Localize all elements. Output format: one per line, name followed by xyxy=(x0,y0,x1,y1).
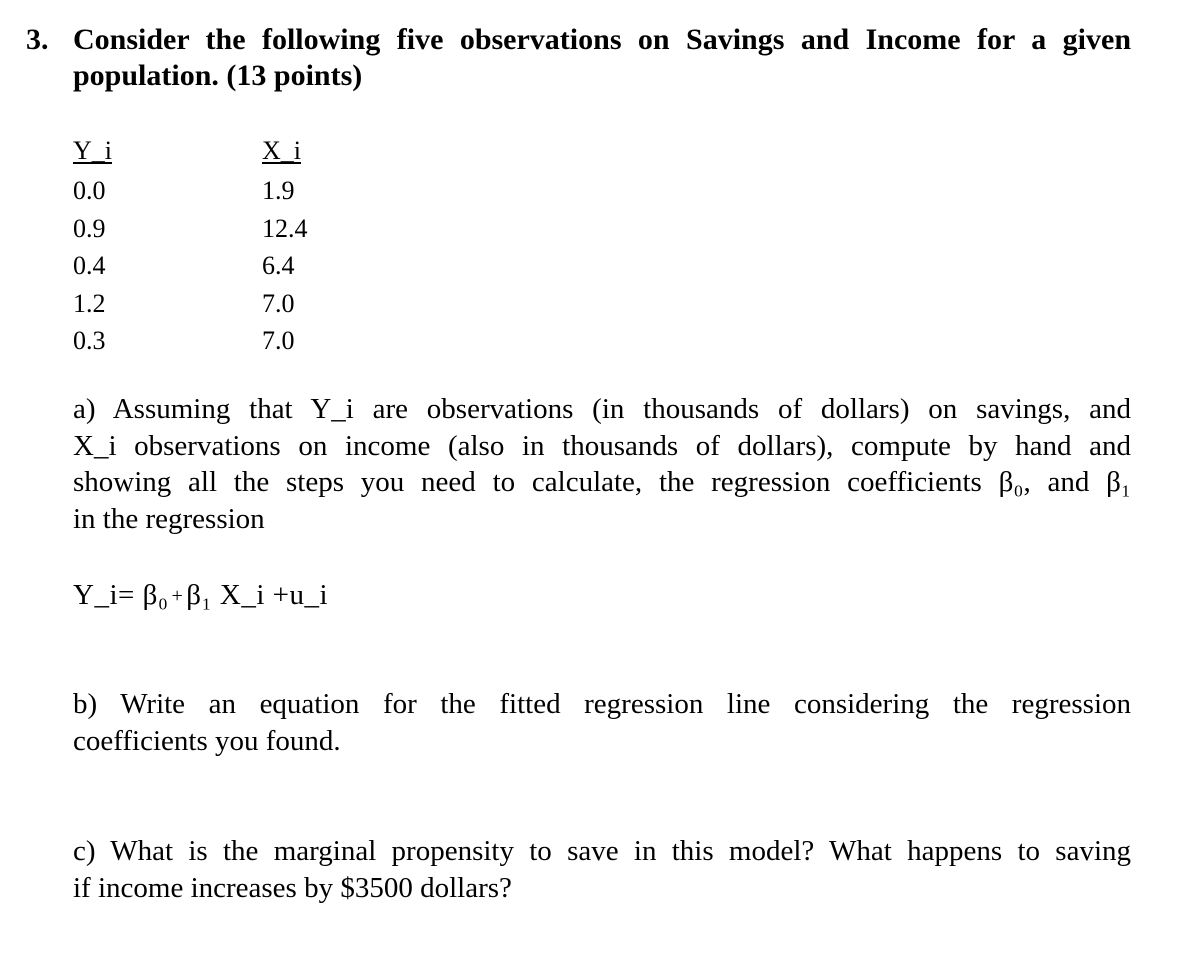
table-header-y: Y_i xyxy=(73,136,112,165)
part-c-line: c) What is the marginal propensity to save in this model? What happens to saving xyxy=(73,835,1131,867)
equation-beta0: β₀ xyxy=(142,579,169,611)
table-column-x xyxy=(262,136,308,360)
table-cell-x: 7.0 xyxy=(262,288,295,318)
part-a-line: a) Assuming that Y_i are observations (in thousands of dollars) on savings, and xyxy=(73,393,1131,425)
question-title-line-1: Consider the following five observations on Savings and Income for a given xyxy=(73,23,1131,56)
table-cell-y: 0.3 xyxy=(73,326,106,355)
part-a-line: showing all the steps you need to calculate, the regression coefficients β₀, and β₁ xyxy=(73,466,1131,498)
part-a-text xyxy=(73,391,1131,537)
part-c-line: if income increases by $3500 dollars? xyxy=(73,871,512,904)
question-title-line-2: population. (13 points) xyxy=(73,59,363,92)
part-a-line: in the regression xyxy=(73,502,265,535)
table-header-x: X_i xyxy=(262,136,301,165)
table-cell-x: 12.4 xyxy=(262,213,308,243)
equation-plus: + xyxy=(171,585,184,607)
table-cell-y: 1.2 xyxy=(73,288,106,318)
table-cell-y: 0.4 xyxy=(73,251,106,280)
question-number: 3. xyxy=(26,23,49,56)
table-cell-x: 1.9 xyxy=(262,176,295,205)
part-c-text xyxy=(73,833,1131,906)
equation-lhs: Y_i= xyxy=(73,579,135,611)
question-title xyxy=(73,22,1131,94)
equation-rhs: β₁ X_i +u_i xyxy=(186,579,329,611)
regression-equation xyxy=(73,577,328,614)
part-b-text xyxy=(73,686,1131,759)
part-a-line: X_i observations on income (also in thousands of dollars), compute by hand and xyxy=(73,429,1131,462)
table-cell-x: 7.0 xyxy=(262,326,295,355)
table-column-y xyxy=(73,136,112,360)
table-cell-x: 6.4 xyxy=(262,251,295,280)
part-b-line: coefficients you found. xyxy=(73,724,341,757)
table-cell-y: 0.0 xyxy=(73,176,106,205)
table-cell-y: 0.9 xyxy=(73,213,106,243)
part-b-line: b) Write an equation for the fitted regression line considering the regression xyxy=(73,688,1131,720)
